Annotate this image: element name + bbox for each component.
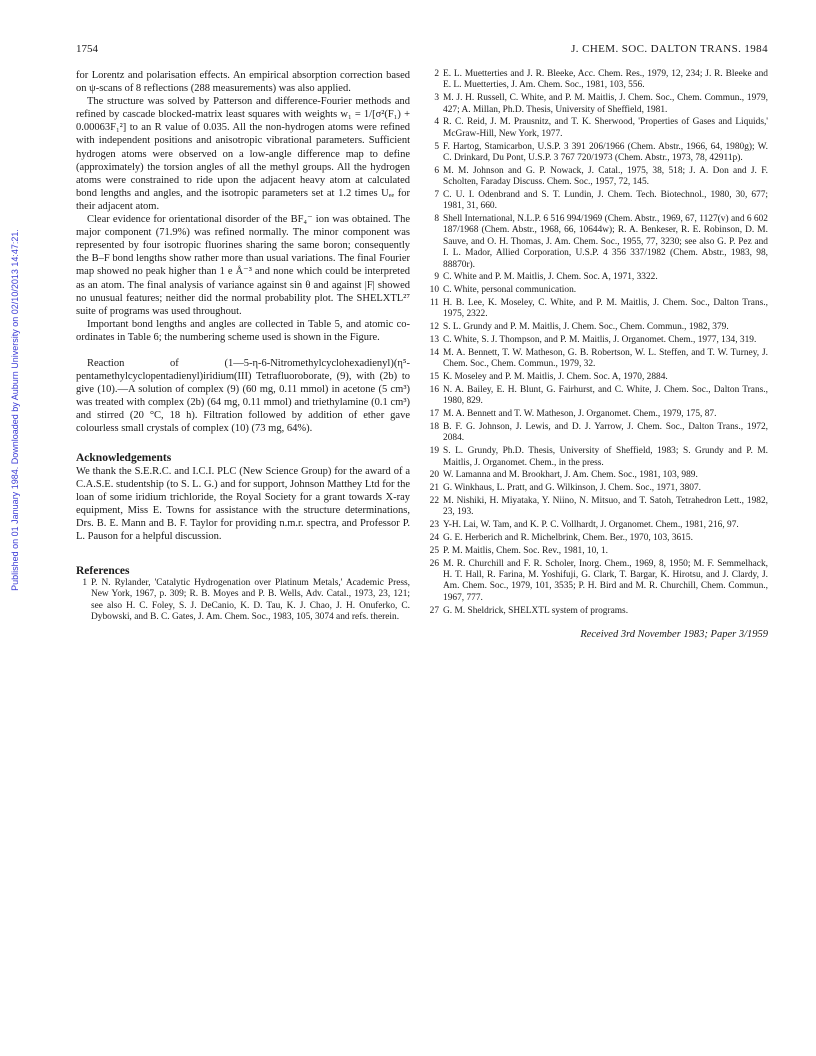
reference-number: 7 xyxy=(434,189,439,200)
reference-number: 1 xyxy=(82,578,87,589)
reference-number: 13 xyxy=(429,335,439,346)
reference-item xyxy=(428,559,768,604)
reference-text: F. Hartog, Stamicarbon, U.S.P. 3 391 206/1966 (Chem. Abstr., 1966, 64, 1980g); W. C. Drinkard, Du Pont, U.S.P. 3 767 720/1973 (Chem. Abstr., 1973, 78, 42911p). xyxy=(443,141,768,163)
reaction-paragraph: Reaction of (1—5-η-6-Nitromethylcyclohexadienyl)(η⁵-pentamethylcyclopentadienyl)iridium(III) Tetrafluoroborate, (9), with (2b) to give (10).—A solution of complex (9) (60 mg, 0.11 mmol) in acetone (5 cm³) was treated with complex (2b) (64 mg, 0.11 mmol) and triethylamine (0.1 cm³) and stirred (20 °C, 18 h). Filtration followed by addition of ether gave colourless small crystals of complex (10) (73 mg, 64%). xyxy=(76,357,410,435)
references-list-right xyxy=(428,69,768,617)
reference-number: 5 xyxy=(434,141,439,152)
reference-text: S. L. Grundy and P. M. Maitlis, J. Chem. Soc., Chem. Commun., 1982, 379. xyxy=(443,322,729,333)
reference-text: M. Nishiki, H. Miyataka, Y. Niino, N. Mitsuo, and T. Satoh, Tetrahedron Lett., 1982, 23, 193. xyxy=(443,496,768,518)
reference-text: R. C. Reid, J. M. Prausnitz, and T. K. Sherwood, 'Properties of Gases and Liquids,' McGraw-Hill, New York, 1977. xyxy=(443,117,768,139)
reference-number: 4 xyxy=(434,117,439,128)
journal-running-head: J. CHEM. SOC. DALTON TRANS. 1984 xyxy=(571,43,768,55)
download-watermark xyxy=(5,190,25,630)
reference-text: P. M. Maitlis, Chem. Soc. Rev., 1981, 10, 1. xyxy=(443,545,609,556)
experimental-paragraph-1: for Lorentz and polarisation effects. An empirical absorption correction based on ψ-scans of 8 reflections (288 measurements) was also applied. xyxy=(76,70,410,95)
reference-item xyxy=(428,546,768,557)
reference-number: 15 xyxy=(429,372,439,383)
reference-number: 10 xyxy=(429,285,439,296)
reference-item xyxy=(428,117,768,140)
references-heading: References xyxy=(76,565,130,578)
reference-text: M. R. Churchill and F. R. Scholer, Inorg. Chem., 1969, 8, 1950; M. F. Semmelhack, H. T. Hall, R. Farina, M. Yoshifuji, G. Clark, T. Bargar, K. Hirotsu, and J. Clardy, J. Am. Chem. Soc., 1979, 101, 3535; P. H. Bird and M. R. Churchill, Chem. Commun., 1967, 777. xyxy=(443,558,768,603)
reference-item xyxy=(428,335,768,346)
reference-text: M. J. H. Russell, C. White, and P. M. Maitlis, J. Chem. Soc., Chem. Commun., 1979, 427; A. Millan, Ph.D. Thesis, University of Sheffield, 1981. xyxy=(443,93,768,115)
reference-item xyxy=(428,422,768,445)
reference-text: M. M. Johnson and G. P. Nowack, J. Catal., 1975, 38, 518; J. A. Don and J. F. Scholten, Faraday Discuss. Chem. Soc., 1957, 72, 145. xyxy=(443,165,768,188)
reference-text: P. N. Rylander, 'Catalytic Hydrogenation over Platinum Metals,' Academic Press, New York, 1967, p. 309; R. B. Moyes and P. B. Wells, Adv. Catal., 1973, 23, 121; see also H. C. Foley, S. J. DeCanio, K. D. Tau, K. J. Chao, J. H. Onuferko, C. Dybowski, and B. C. Gates, J. Am. Chem. Soc., 1983, 105, 3074 and refs. therein. xyxy=(91,578,410,623)
reference-text: Shell International, N.L.P. 6 516 994/1969 (Chem. Abstr., 1969, 67, 1127(v) and 6 602 187/1968 (Chem. Abstr., 1968, 66, 10644w); R. A. Benkeser, R. E. Robinson, D. M. Sauve, and O. H. Thomas, J. Am. Chem. Soc., 1955, 77, 3230; see also G. P. Pez and I. L. Mador, Allied Corporation, U.S.P. 4 356 337/1982 (Chem. Abstr., 1983, 98, 88870r). xyxy=(443,214,768,270)
reference-text: C. White, S. J. Thompson, and P. M. Maitlis, J. Organomet. Chem., 1977, 134, 319. xyxy=(443,335,757,346)
reference-item xyxy=(428,606,768,617)
acknowledgements-text: We thank the S.E.R.C. and I.C.I. PLC (New Science Group) for the award of a C.A.S.E. studentship (to S. L. G.) and for support, Johnson Matthey Ltd for the loan of some iridium trichloride, the Royal Society for a grant towards X-ray equipment, Miss E. Towns for assistance with the structure determinations, Drs. B. E. Mann and B. F. Taylor for providing n.m.r. spectra, and Professor P. L. Pauson for a helpful discussion. xyxy=(76,465,410,542)
reference-item xyxy=(428,190,768,213)
reference-number: 17 xyxy=(429,409,439,420)
experimental-paragraph-3: Clear evidence for orientational disorder of the BF₄⁻ ion was obtained. The major component (71.9%) was refined normally. The minor component was represented by four isotropic fluorines sharing the same boron; consequently the B–F bond lengths show rather more than usual variations. The final Fourier map showed no peak higher than 1 e Å⁻³ and none which could be interpreted as an atom. The final analysis of variance against sin θ and against |F| showed no unusual features; neither did the normal probability plot. The SHELXTL²⁷ suite of programs was used throughout. xyxy=(76,214,410,317)
experimental-paragraph-2: The structure was solved by Patterson and difference-Fourier methods and refined by cascade blocked-matrix least squares with weights w₁ = 1/[σ²(F₁) + 0.00063F₁²] to an R value of 0.035. All the non-hydrogen atoms were refined with independent positions and anisotropic vibrational parameters. Sufficient hydrogen atoms were observed on a low-angle difference map to define (approximately) the torsion angles of all the methyl groups. All the hydrogen atoms were constrained to ride upon the adjacent heavy atom at calculated bond lengths and angles, and the isotropic parameters set at 1.2 times Uₑₑ for their adjacent atom. xyxy=(76,96,410,212)
reference-text: C. White and P. M. Maitlis, J. Chem. Soc. A, 1971, 3322. xyxy=(443,272,658,283)
reference-text: B. F. G. Johnson, J. Lewis, and D. J. Yarrow, J. Chem. Soc., Dalton Trans., 1972, 2084. xyxy=(443,421,768,444)
reference-item xyxy=(428,409,768,420)
reference-item xyxy=(428,142,768,165)
reference-number: 26 xyxy=(429,558,439,569)
reference-item xyxy=(428,385,768,408)
reference-item xyxy=(428,496,768,519)
reference-item xyxy=(428,348,768,371)
reference-text: S. L. Grundy, Ph.D. Thesis, University of Sheffield, 1983; S. Grundy and P. M. Maitlis, J. Organomet. Chem., in the press. xyxy=(443,446,768,468)
experimental-paragraph-4: Important bond lengths and angles are collected in Table 5, and atomic co-ordinates in Table 6; the numbering scheme used is shown in the Figure. xyxy=(76,318,410,343)
reference-text: G. E. Herberich and R. Michelbrink, Chem. Ber., 1970, 103, 3615. xyxy=(443,533,693,544)
references-list-left xyxy=(76,578,410,623)
reference-number: 11 xyxy=(429,298,439,309)
reference-text: M. A. Bennett and T. W. Matheson, J. Organomet. Chem., 1979, 175, 87. xyxy=(443,409,717,420)
reference-number: 19 xyxy=(429,446,439,457)
reference-text: E. L. Muetterties and J. R. Bleeke, Acc. Chem. Res., 1979, 12, 234; J. R. Bleeke and E. L. Muetterties, J. Am. Chem. Soc., 1981, 103, 556. xyxy=(443,69,768,91)
reference-item xyxy=(428,298,768,321)
reference-text: W. Lamanna and M. Brookhart, J. Am. Chem. Soc., 1981, 103, 989. xyxy=(443,470,698,481)
page-header xyxy=(76,43,768,59)
left-column xyxy=(76,69,410,625)
reference-number: 3 xyxy=(434,93,439,104)
reference-text: C. White, personal communication. xyxy=(443,285,577,296)
right-column xyxy=(428,69,768,640)
reference-text: N. A. Bailey, E. H. Blunt, G. Fairhurst, and C. White, J. Chem. Soc., Dalton Trans., 1980, 829. xyxy=(443,384,768,407)
reference-number: 14 xyxy=(429,347,439,358)
reference-text: K. Moseley and P. M. Maitlis, J. Chem. Soc. A, 1970, 2884. xyxy=(443,372,668,383)
reference-text: G. M. Sheldrick, SHELXTL system of programs. xyxy=(443,605,629,616)
reference-number: 2 xyxy=(434,69,439,79)
reference-number: 24 xyxy=(429,533,439,544)
acknowledgements-heading: Acknowledgements xyxy=(76,451,172,464)
reference-item xyxy=(76,578,410,623)
reference-number: 16 xyxy=(429,384,439,395)
reference-item xyxy=(428,93,768,116)
reference-item xyxy=(428,470,768,481)
reference-number: 20 xyxy=(429,470,439,481)
reference-number: 23 xyxy=(429,520,439,531)
reference-item xyxy=(428,483,768,494)
reference-number: 12 xyxy=(429,322,439,333)
reference-number: 27 xyxy=(429,605,439,616)
received-date: Received 3rd November 1983; Paper 3/1959 xyxy=(580,628,768,640)
reference-item xyxy=(428,214,768,271)
reference-text: Y-H. Lai, W. Tam, and K. P. C. Vollhardt, J. Organomet. Chem., 1981, 216, 97. xyxy=(443,520,739,531)
reference-number: 25 xyxy=(429,545,439,556)
reference-item xyxy=(428,166,768,189)
reference-item xyxy=(428,322,768,333)
reference-text: H. B. Lee, K. Moseley, C. White, and P. M. Maitlis, J. Chem. Soc., Dalton Trans., 1975, 2322. xyxy=(443,298,768,320)
reference-item xyxy=(428,446,768,469)
reference-number: 9 xyxy=(434,272,439,283)
reference-item xyxy=(428,520,768,531)
download-watermark-text: Published on 01 January 1984. Downloaded by Auburn University on 02/10/2013 14:47:21. xyxy=(10,229,20,591)
reference-text: C. U. I. Odenbrand and S. T. Lundin, J. Chem. Tech. Biotechnol., 1980, 30, 677; 1981, 31, 660. xyxy=(443,189,768,212)
reference-item xyxy=(428,285,768,296)
page-number: 1754 xyxy=(76,43,98,55)
reference-item xyxy=(428,372,768,383)
reference-number: 18 xyxy=(429,421,439,432)
reference-item xyxy=(428,272,768,283)
reference-number: 21 xyxy=(429,483,439,494)
reference-text: G. Winkhaus, L. Pratt, and G. Wilkinson, J. Chem. Soc., 1971, 3807. xyxy=(443,483,702,494)
reference-item xyxy=(428,533,768,544)
reference-number: 22 xyxy=(429,496,439,507)
reference-item xyxy=(428,69,768,92)
reference-number: 8 xyxy=(434,214,439,225)
reference-number: 6 xyxy=(434,165,439,176)
reference-text: M. A. Bennett, T. W. Matheson, G. B. Robertson, W. L. Steffen, and T. W. Turney, J. Chem. Soc., Chem. Commun., 1979, 32. xyxy=(443,347,768,370)
